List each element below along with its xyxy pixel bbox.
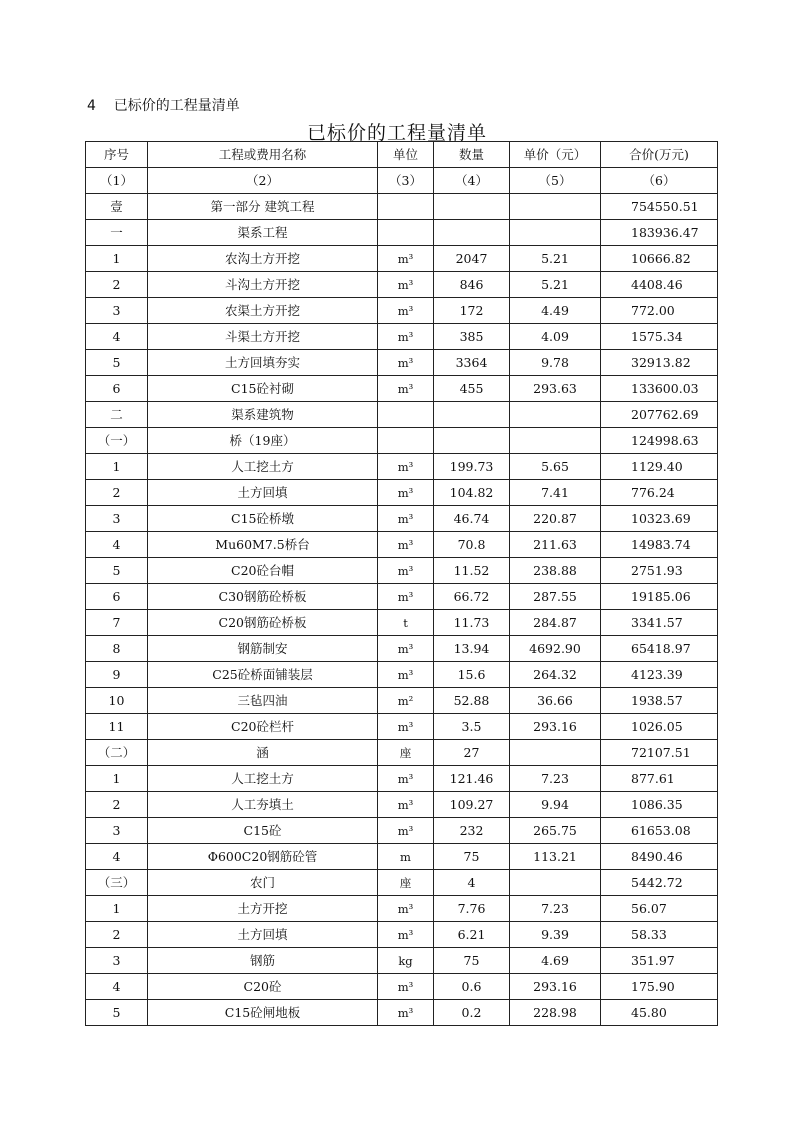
cell-item-no: 一 xyxy=(86,220,148,246)
cell-item-no: 壹 xyxy=(86,194,148,220)
table-row xyxy=(86,220,718,246)
column-number-5: （5） xyxy=(510,168,601,194)
cell-item-name: 人工夯填土 xyxy=(148,792,378,818)
cell-total: 776.24 xyxy=(601,480,718,506)
cell-item-name: 土方回填 xyxy=(148,480,378,506)
cell-unit: 座 xyxy=(378,740,434,766)
cell-unit: m³ xyxy=(378,636,434,662)
table-row xyxy=(86,272,718,298)
cell-item-name: C20钢筋砼桥板 xyxy=(148,610,378,636)
cell-total: 772.00 xyxy=(601,298,718,324)
cell-unit xyxy=(378,402,434,428)
cell-quantity xyxy=(434,220,510,246)
cell-unit-price: 9.39 xyxy=(510,922,601,948)
cell-unit: m³ xyxy=(378,922,434,948)
cell-quantity: 7.76 xyxy=(434,896,510,922)
cell-unit-price: 238.88 xyxy=(510,558,601,584)
cell-item-name: 斗渠土方开挖 xyxy=(148,324,378,350)
cell-quantity: 46.74 xyxy=(434,506,510,532)
table-row xyxy=(86,922,718,948)
cell-item-name: 人工挖土方 xyxy=(148,766,378,792)
cell-item-no: 8 xyxy=(86,636,148,662)
cell-quantity: 75 xyxy=(434,844,510,870)
cell-unit-price xyxy=(510,402,601,428)
cell-item-name: 土方回填 xyxy=(148,922,378,948)
cell-item-no: 4 xyxy=(86,974,148,1000)
cell-item-no: 5 xyxy=(86,1000,148,1026)
cell-quantity: 455 xyxy=(434,376,510,402)
table-row xyxy=(86,376,718,402)
cell-item-no: 7 xyxy=(86,610,148,636)
cell-unit: m³ xyxy=(378,272,434,298)
cell-total: 1938.57 xyxy=(601,688,718,714)
cell-quantity: 0.6 xyxy=(434,974,510,1000)
cell-unit: m xyxy=(378,844,434,870)
cell-total: 124998.63 xyxy=(601,428,718,454)
cell-quantity xyxy=(434,428,510,454)
cell-quantity: 121.46 xyxy=(434,766,510,792)
cell-unit-price: 5.65 xyxy=(510,454,601,480)
cell-item-no: 2 xyxy=(86,922,148,948)
table-row xyxy=(86,974,718,1000)
cell-item-no: 4 xyxy=(86,844,148,870)
table-row xyxy=(86,792,718,818)
cell-item-name: C25砼桥面铺装层 xyxy=(148,662,378,688)
cell-unit: m³ xyxy=(378,350,434,376)
cell-item-name: 渠系建筑物 xyxy=(148,402,378,428)
cell-unit-price: 293.16 xyxy=(510,974,601,1000)
cell-unit-price: 9.78 xyxy=(510,350,601,376)
cell-unit: m³ xyxy=(378,324,434,350)
cell-item-no: 9 xyxy=(86,662,148,688)
column-header-name: 工程或费用名称 xyxy=(148,142,378,168)
cell-item-name: C15砼桥墩 xyxy=(148,506,378,532)
table-row xyxy=(86,818,718,844)
table-row xyxy=(86,428,718,454)
cell-total: 351.97 xyxy=(601,948,718,974)
table-row xyxy=(86,584,718,610)
cell-unit-price: 7.23 xyxy=(510,896,601,922)
cell-item-no: 2 xyxy=(86,792,148,818)
cell-total: 1086.35 xyxy=(601,792,718,818)
cell-item-no: 3 xyxy=(86,506,148,532)
table-row xyxy=(86,1000,718,1026)
table-row xyxy=(86,558,718,584)
cell-item-name: 土方回填夯实 xyxy=(148,350,378,376)
cell-item-name: C20砼 xyxy=(148,974,378,1000)
cell-unit-price: 220.87 xyxy=(510,506,601,532)
table-row xyxy=(86,662,718,688)
cell-quantity: 70.8 xyxy=(434,532,510,558)
cell-quantity: 75 xyxy=(434,948,510,974)
cell-unit-price xyxy=(510,870,601,896)
cell-total: 754550.51 xyxy=(601,194,718,220)
cell-unit-price: 284.87 xyxy=(510,610,601,636)
cell-unit-price: 228.98 xyxy=(510,1000,601,1026)
column-header-total: 合价(万元) xyxy=(601,142,718,168)
cell-quantity: 104.82 xyxy=(434,480,510,506)
cell-item-name: C20砼栏杆 xyxy=(148,714,378,740)
table-row xyxy=(86,714,718,740)
section-heading xyxy=(87,95,240,115)
cell-item-name: Mu60M7.5桥台 xyxy=(148,532,378,558)
cell-quantity: 3364 xyxy=(434,350,510,376)
table-header-row xyxy=(86,142,718,168)
cell-unit-price: 113.21 xyxy=(510,844,601,870)
cell-item-name: C20砼台帽 xyxy=(148,558,378,584)
cell-quantity: 4 xyxy=(434,870,510,896)
cell-quantity: 172 xyxy=(434,298,510,324)
cell-unit: kg xyxy=(378,948,434,974)
cell-item-no: （二） xyxy=(86,740,148,766)
cell-unit-price: 293.63 xyxy=(510,376,601,402)
cell-unit: m³ xyxy=(378,298,434,324)
cell-total: 1129.40 xyxy=(601,454,718,480)
cell-unit-price: 4692.90 xyxy=(510,636,601,662)
cell-quantity: 385 xyxy=(434,324,510,350)
cell-item-no: 11 xyxy=(86,714,148,740)
cell-item-name: Φ600C20钢筋砼管 xyxy=(148,844,378,870)
column-number-4: （4） xyxy=(434,168,510,194)
cell-item-name: C30钢筋砼桥板 xyxy=(148,584,378,610)
cell-unit-price: 7.41 xyxy=(510,480,601,506)
cell-total: 19185.06 xyxy=(601,584,718,610)
cell-quantity: 15.6 xyxy=(434,662,510,688)
priced-bill-of-quantities-table xyxy=(85,141,718,1026)
cell-item-no: 3 xyxy=(86,818,148,844)
cell-item-no: 5 xyxy=(86,558,148,584)
table-row xyxy=(86,480,718,506)
cell-unit-price: 5.21 xyxy=(510,246,601,272)
column-header-unit: 单位 xyxy=(378,142,434,168)
cell-total: 45.80 xyxy=(601,1000,718,1026)
cell-item-name: 农门 xyxy=(148,870,378,896)
cell-unit: m² xyxy=(378,688,434,714)
cell-total: 61653.08 xyxy=(601,818,718,844)
table-row xyxy=(86,844,718,870)
cell-total: 8490.46 xyxy=(601,844,718,870)
cell-quantity: 52.88 xyxy=(434,688,510,714)
cell-item-name: 钢筋制安 xyxy=(148,636,378,662)
cell-unit: m³ xyxy=(378,454,434,480)
column-number-2: （2） xyxy=(148,168,378,194)
cell-quantity: 11.52 xyxy=(434,558,510,584)
cell-item-name: 钢筋 xyxy=(148,948,378,974)
cell-item-no: 6 xyxy=(86,584,148,610)
table-row xyxy=(86,402,718,428)
column-number-1: （1） xyxy=(86,168,148,194)
cell-item-no: 3 xyxy=(86,948,148,974)
column-header-quantity: 数量 xyxy=(434,142,510,168)
cell-unit: m³ xyxy=(378,532,434,558)
cell-quantity: 66.72 xyxy=(434,584,510,610)
cell-item-no: 二 xyxy=(86,402,148,428)
cell-item-no: 2 xyxy=(86,272,148,298)
cell-item-name: C15砼闸地板 xyxy=(148,1000,378,1026)
cell-unit-price: 4.69 xyxy=(510,948,601,974)
table-title: 已标价的工程量清单 xyxy=(306,122,487,144)
cell-quantity xyxy=(434,402,510,428)
cell-total: 207762.69 xyxy=(601,402,718,428)
cell-total: 56.07 xyxy=(601,896,718,922)
cell-total: 10666.82 xyxy=(601,246,718,272)
cell-unit-price: 4.09 xyxy=(510,324,601,350)
table-row xyxy=(86,298,718,324)
cell-unit: m³ xyxy=(378,558,434,584)
cell-unit-price: 36.66 xyxy=(510,688,601,714)
cell-item-name: 农沟土方开挖 xyxy=(148,246,378,272)
cell-total: 183936.47 xyxy=(601,220,718,246)
table-row xyxy=(86,350,718,376)
cell-item-name: 渠系工程 xyxy=(148,220,378,246)
cell-unit: m³ xyxy=(378,974,434,1000)
cell-unit xyxy=(378,220,434,246)
table-row xyxy=(86,766,718,792)
column-header-no: 序号 xyxy=(86,142,148,168)
cell-item-name: 三毡四油 xyxy=(148,688,378,714)
cell-total: 65418.97 xyxy=(601,636,718,662)
cell-total: 175.90 xyxy=(601,974,718,1000)
cell-item-no: 6 xyxy=(86,376,148,402)
cell-quantity: 0.2 xyxy=(434,1000,510,1026)
cell-unit: m³ xyxy=(378,480,434,506)
cell-quantity: 109.27 xyxy=(434,792,510,818)
cell-unit: m³ xyxy=(378,818,434,844)
column-number-row xyxy=(86,168,718,194)
table-row xyxy=(86,194,718,220)
cell-total: 10323.69 xyxy=(601,506,718,532)
table-row xyxy=(86,610,718,636)
cell-unit: m³ xyxy=(378,714,434,740)
cell-unit-price: 293.16 xyxy=(510,714,601,740)
cell-total: 32913.82 xyxy=(601,350,718,376)
cell-item-no: 1 xyxy=(86,454,148,480)
cell-total: 877.61 xyxy=(601,766,718,792)
cell-total: 5442.72 xyxy=(601,870,718,896)
section-heading-text: 已标价的工程量清单 xyxy=(113,98,240,114)
cell-unit: m³ xyxy=(378,792,434,818)
column-number-6: （6） xyxy=(601,168,718,194)
cell-item-name: C15砼 xyxy=(148,818,378,844)
cell-item-name: 斗沟土方开挖 xyxy=(148,272,378,298)
column-header-unit-price: 单价（元） xyxy=(510,142,601,168)
cell-total: 72107.51 xyxy=(601,740,718,766)
cell-unit: m³ xyxy=(378,662,434,688)
cell-unit-price: 9.94 xyxy=(510,792,601,818)
cell-quantity xyxy=(434,194,510,220)
cell-unit-price: 211.63 xyxy=(510,532,601,558)
table-row xyxy=(86,532,718,558)
column-number-3: （3） xyxy=(378,168,434,194)
cell-item-name: 土方开挖 xyxy=(148,896,378,922)
cell-quantity: 13.94 xyxy=(434,636,510,662)
table-row xyxy=(86,506,718,532)
cell-item-name: C15砼衬砌 xyxy=(148,376,378,402)
table-row xyxy=(86,636,718,662)
cell-unit: m³ xyxy=(378,506,434,532)
cell-total: 14983.74 xyxy=(601,532,718,558)
cell-item-no: （三） xyxy=(86,870,148,896)
table-row xyxy=(86,454,718,480)
table-row xyxy=(86,246,718,272)
cell-total: 2751.93 xyxy=(601,558,718,584)
cell-item-no: 1 xyxy=(86,896,148,922)
cell-unit-price xyxy=(510,220,601,246)
cell-quantity: 199.73 xyxy=(434,454,510,480)
cell-unit-price: 265.75 xyxy=(510,818,601,844)
cell-unit: 座 xyxy=(378,870,434,896)
cell-unit-price xyxy=(510,194,601,220)
cell-item-no: 4 xyxy=(86,324,148,350)
cell-total: 3341.57 xyxy=(601,610,718,636)
cell-quantity: 2047 xyxy=(434,246,510,272)
cell-total: 58.33 xyxy=(601,922,718,948)
cell-unit-price: 7.23 xyxy=(510,766,601,792)
cell-unit: m³ xyxy=(378,584,434,610)
cell-item-no: （一） xyxy=(86,428,148,454)
cell-item-no: 1 xyxy=(86,246,148,272)
cell-item-no: 10 xyxy=(86,688,148,714)
cell-unit-price xyxy=(510,740,601,766)
table-row xyxy=(86,948,718,974)
table-row xyxy=(86,324,718,350)
cell-unit xyxy=(378,428,434,454)
cell-unit-price: 4.49 xyxy=(510,298,601,324)
cell-item-name: 人工挖土方 xyxy=(148,454,378,480)
cell-total: 1575.34 xyxy=(601,324,718,350)
cell-total: 1026.05 xyxy=(601,714,718,740)
table-row xyxy=(86,870,718,896)
cell-quantity: 3.5 xyxy=(434,714,510,740)
cell-unit: m³ xyxy=(378,1000,434,1026)
cell-unit: t xyxy=(378,610,434,636)
cell-item-name: 桥（19座） xyxy=(148,428,378,454)
cell-item-name: 涵 xyxy=(148,740,378,766)
cell-quantity: 846 xyxy=(434,272,510,298)
cell-item-no: 1 xyxy=(86,766,148,792)
cell-item-no: 5 xyxy=(86,350,148,376)
cell-quantity: 232 xyxy=(434,818,510,844)
cell-item-no: 2 xyxy=(86,480,148,506)
cell-total: 133600.03 xyxy=(601,376,718,402)
cell-item-no: 4 xyxy=(86,532,148,558)
cell-total: 4123.39 xyxy=(601,662,718,688)
cell-quantity: 11.73 xyxy=(434,610,510,636)
cell-unit-price: 264.32 xyxy=(510,662,601,688)
cell-unit: m³ xyxy=(378,896,434,922)
section-number: 4 xyxy=(87,98,96,114)
cell-unit: m³ xyxy=(378,246,434,272)
cell-unit: m³ xyxy=(378,766,434,792)
cell-unit-price xyxy=(510,428,601,454)
cell-unit-price: 5.21 xyxy=(510,272,601,298)
table-row xyxy=(86,688,718,714)
cell-item-no: 3 xyxy=(86,298,148,324)
cell-item-name: 第一部分 建筑工程 xyxy=(148,194,378,220)
cell-total: 4408.46 xyxy=(601,272,718,298)
cell-unit: m³ xyxy=(378,376,434,402)
cell-quantity: 6.21 xyxy=(434,922,510,948)
table-row xyxy=(86,896,718,922)
table-row xyxy=(86,740,718,766)
cell-item-name: 农渠土方开挖 xyxy=(148,298,378,324)
cell-unit xyxy=(378,194,434,220)
cell-unit-price: 287.55 xyxy=(510,584,601,610)
cell-quantity: 27 xyxy=(434,740,510,766)
